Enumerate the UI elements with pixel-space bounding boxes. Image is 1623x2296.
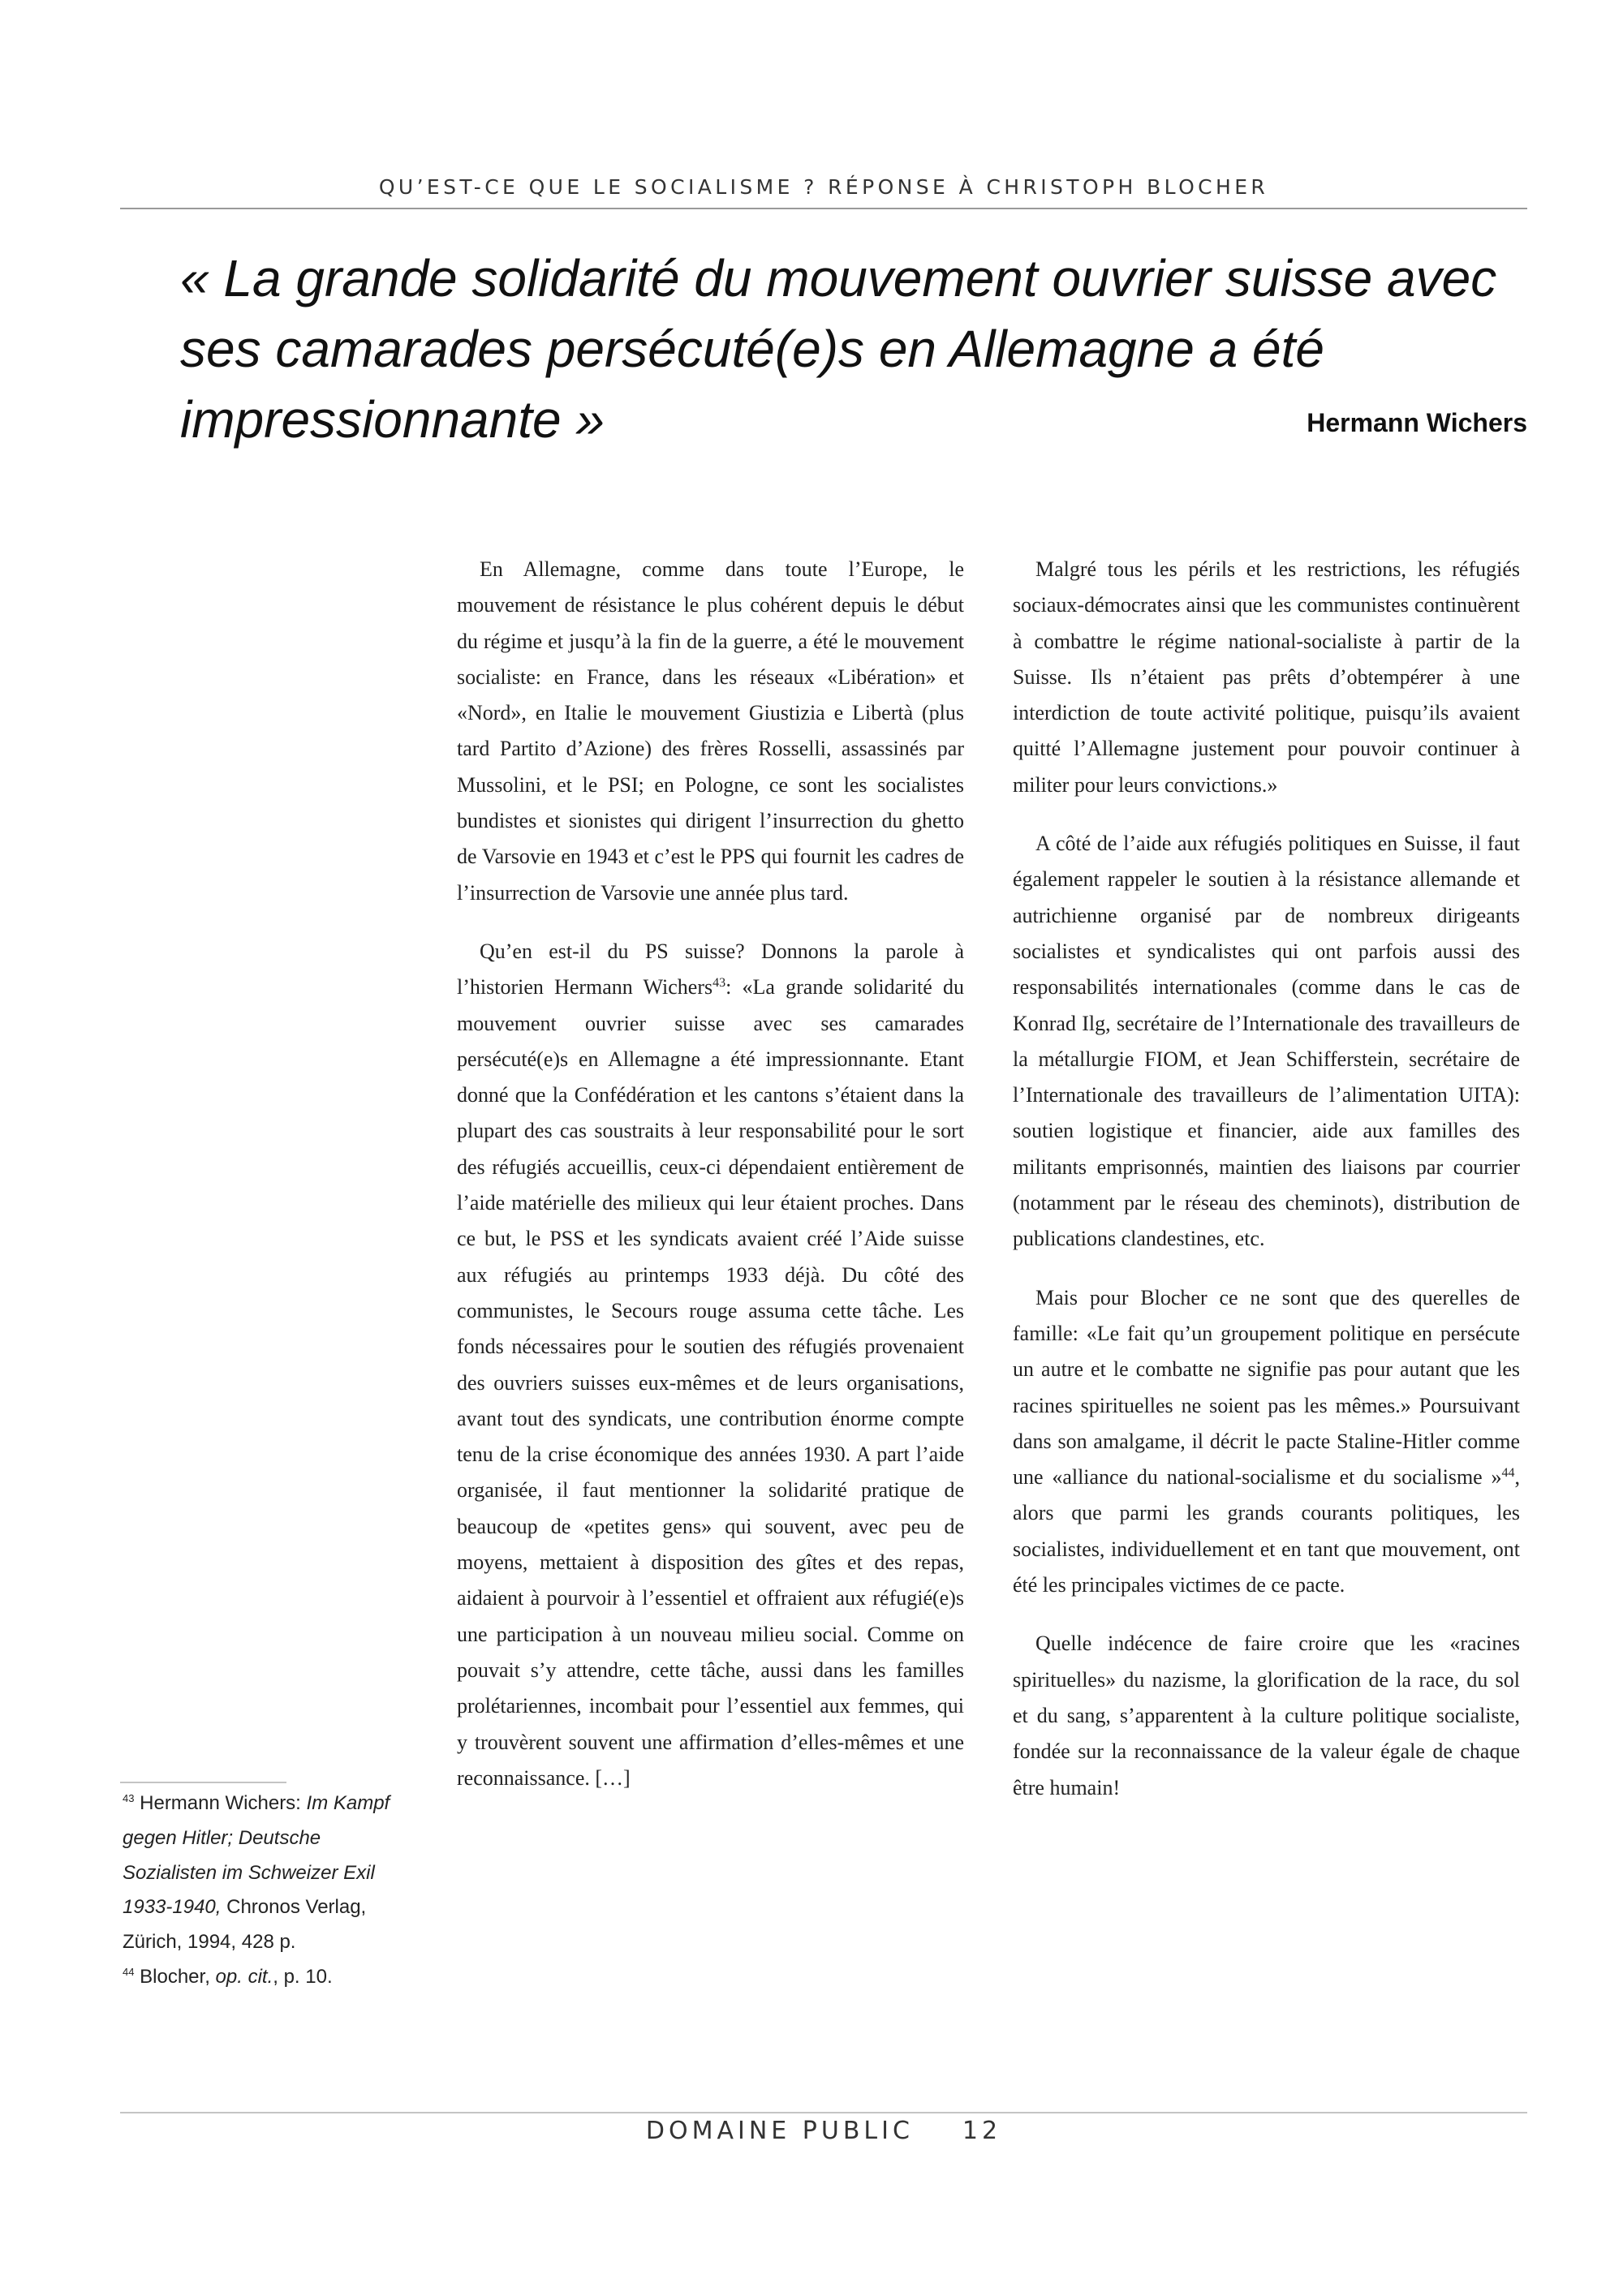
footnote-divider — [120, 1782, 286, 1783]
headline-line-1: « La grande solidarité du mouvement ouvrier suisse avec — [180, 249, 1497, 307]
paragraph: Malgré tous les périls et les restrictions, les réfugiés sociaux-démocrates ainsi que les communistes continuèrent à combattre le régime national-socialiste à partir de la Suisse. Ils n’étaient pas prêts d’obtempérer à une interdiction de toute activité politique, puisqu’ils avaient quitté l’Allemagne justement pour pouvoir continuer à militer pour leurs convictions.» — [1013, 557, 1520, 797]
footnote-reference: 44 — [1501, 1466, 1515, 1481]
footnote-text: Blocher, — [134, 1965, 216, 1988]
paragraph-text: Qu’en est-il du PS suisse? Donnons la parole à l’historien Hermann Wichers — [457, 939, 964, 1000]
footnote-number: 44 — [123, 1965, 135, 1978]
headline-line-3: impressionnante » — [180, 390, 605, 449]
header-divider — [120, 208, 1527, 209]
paragraph — [1013, 1280, 1520, 1604]
author-name: Hermann Wichers — [1307, 408, 1527, 437]
footnote-number: 43 — [123, 1792, 135, 1804]
running-head: QU’EST-CE QUE LE SOCIALISME ? RÉPONSE À CHRISTOPH BLOCHER — [378, 175, 1269, 199]
page-number: 12 — [962, 2117, 1002, 2145]
footnotes — [123, 1786, 398, 1995]
footnote-title: op. cit. — [215, 1965, 273, 1988]
footnote-text: Hermann Wichers: — [134, 1792, 307, 1814]
footnote-title: Im Kampf gegen Hitler; Deutsche Sozialisten im Schweizer Exil 1933-1940, — [123, 1792, 390, 1919]
paragraph: En Allemagne, comme dans toute l’Europe, le mouvement de résistance le plus cohérent depuis le début du régime et jusqu’à la fin de la guerre, a été le mouvement socialiste: en France, dans les réseaux «Libération» et «Nord», en Italie le mouvement Giustizia e Libertà (plus tard Partito d’Azione) des frères Rosselli, assassinés par Mussolini, et le PSI; en Pologne, ce sont les socialistes bundistes et sionistes qui dirigent l’insurrection du ghetto de Varsovie en 1943 et c’est le PPS qui fournit les cadres de l’insurrection de Varsovie une année plus tard. — [457, 557, 964, 905]
left-text-column — [457, 552, 964, 1819]
paragraph-text: Mais pour Blocher ce ne sont que des querelles de famille: «Le fait qu’un groupement politique en persécute un autre et le combatte ne signifie pas pour autant que les racines spirituelles ne soient pas les mêmes.» Poursuivant dans son amalgame, il décrit le pacte Staline-Hitler comme une «alliance du national-socialisme et du socialisme » — [1013, 1285, 1520, 1490]
paragraph — [457, 934, 964, 1796]
footer-divider — [120, 2112, 1527, 2113]
publication-name: DOMAINE PUBLIC — [645, 2117, 914, 2145]
right-text-column — [1013, 552, 1520, 1829]
footnote-44 — [123, 1960, 398, 1995]
paragraph-text: , alors que parmi les grands courants politiques, les socialistes, individuellement et en tant que mouvement, ont été les principales victimes de ce pacte. — [1013, 1465, 1520, 1597]
footnote-text: , p. 10. — [273, 1965, 333, 1988]
paragraph: Quelle indécence de faire croire que les «racines spirituelles» du nazisme, la glorification de la race, du sol et du sang, s’apparentent à la culture politique socialiste, fondée sur la reconnaissance de la valeur égale de chaque être humain! — [1013, 1632, 1520, 1799]
footnote-text: Chronos Verlag, Zürich, 1994, 428 p. — [123, 1896, 367, 1954]
footnote-reference: 43 — [712, 976, 726, 991]
page-footer — [120, 2117, 1527, 2145]
paragraph-text: : «La grande solidarité du mouvement ouvrier suisse avec ses camarades persécuté(e)s en Allemagne a été impressionnante. Etant donné que la Confédération et les cantons s’étaient dans la plupart des cas soustraits à leur responsabilité pour le sort des réfugiés accueillis, ceux-ci dépendaient entièrement de l’aide matérielle des milieux qui leur étaient proches. Dans ce but, le PSS et les syndicats avaient créé l’Aide suisse aux réfugiés au printemps 1933 déjà. Du côté des communistes, le Secours rouge assuma cette tâche. Les fonds nécessaires pour le soutien des réfugiés provenaient des ouvriers suisses eux-mêmes et de leurs organisations, avant tout des syndicats, une contribution énorme compte tenu de la crise économique des années 1930. A part l’aide organisée, il faut mentionner la solidarité pratique de beaucoup de «petites gens» qui souvent, avec peu de moyens, mettaient à disposition des gîtes et des repas, aidaient à pourvoir à l’essentiel et offraient aux réfugié(e)s une participation à un nouveau milieu social. Comme on pouvait s’y attendre, cette tâche, aussi dans les familles prolétariennes, incombait pour l’essentiel aux femmes, qui y trouvèrent souvent une affirmation d’elles-mêmes et une reconnaissance. […] — [457, 975, 965, 1790]
footnote-43 — [123, 1786, 398, 1960]
paragraph: A côté de l’aide aux réfugiés politiques en Suisse, il faut également rappeler le soutien à la résistance allemande et autrichienne organisé par de nombreux dirigeants socialistes et syndicalistes qui ont parfois aussi des responsabilités internationales (comme dans le cas de Konrad Ilg, secrétaire de l’Internationale des travailleurs de la métallurgie FIOM, et Jean Schifferstein, secrétaire de l’Internationale des travailleurs de l’alimentation UITA): soutien logistique et financier, aide aux familles des militants emprisonnés, maintien des liaisons par courrier (notamment par le réseau des cheminots), distribution de publications clandestines, etc. — [1013, 832, 1520, 1251]
headline-line-2: ses camarades persécuté(e)s en Allemagne a été — [180, 320, 1324, 378]
